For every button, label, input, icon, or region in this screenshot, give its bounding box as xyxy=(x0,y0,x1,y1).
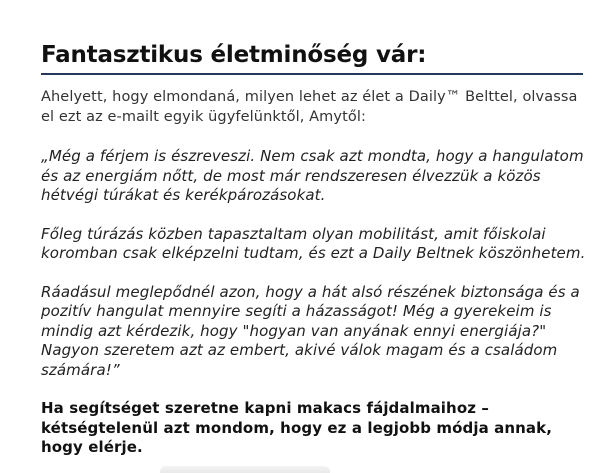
heading-underline xyxy=(41,73,583,75)
testimonial-paragraph-3: Ráadásul meglepődnél azon, hogy a hát alsó részének biztonsága és a pozitív hangulat mennyire segíti a házasságot! Még a gyerekeim is mindig azt kérdezik, hogy "hogyan van anyának ennyi energiája?" Nagyon szeretem azt az embert, akivé válok magam és a családom számára!” xyxy=(41,282,580,379)
closing-paragraph: Ha segítséget szeretne kapni makacs fájdalmaihoz – kétségtelenül azt mondom, hogy ez a legjobb módja annak, hogy elérje. xyxy=(41,399,553,456)
article xyxy=(41,40,586,458)
testimonial-paragraph-2: Főleg túrázás közben tapasztaltam olyan mobilitást, amit főiskolai koromban csak elképzelni tudtam, és ezt a Daily Beltnek köszönhetem. xyxy=(41,224,586,262)
intro-paragraph: Ahelyett, hogy elmondaná, milyen lehet az élet a Daily™ Belttel, olvassa el ezt az e-mailt egyik ügyfelünktől, Amytől: xyxy=(41,89,578,125)
cut-off-element xyxy=(160,466,330,473)
section-heading: Fantasztikus életminőség vár: xyxy=(41,42,427,68)
testimonial-paragraph-1: „Még a férjem is észreveszi. Nem csak azt mondta, hogy a hangulatom és az energiám nőtt, de most már rendszeresen élvezzük a közös hétvégi túrákat és kerékpározásokat. xyxy=(41,147,584,204)
